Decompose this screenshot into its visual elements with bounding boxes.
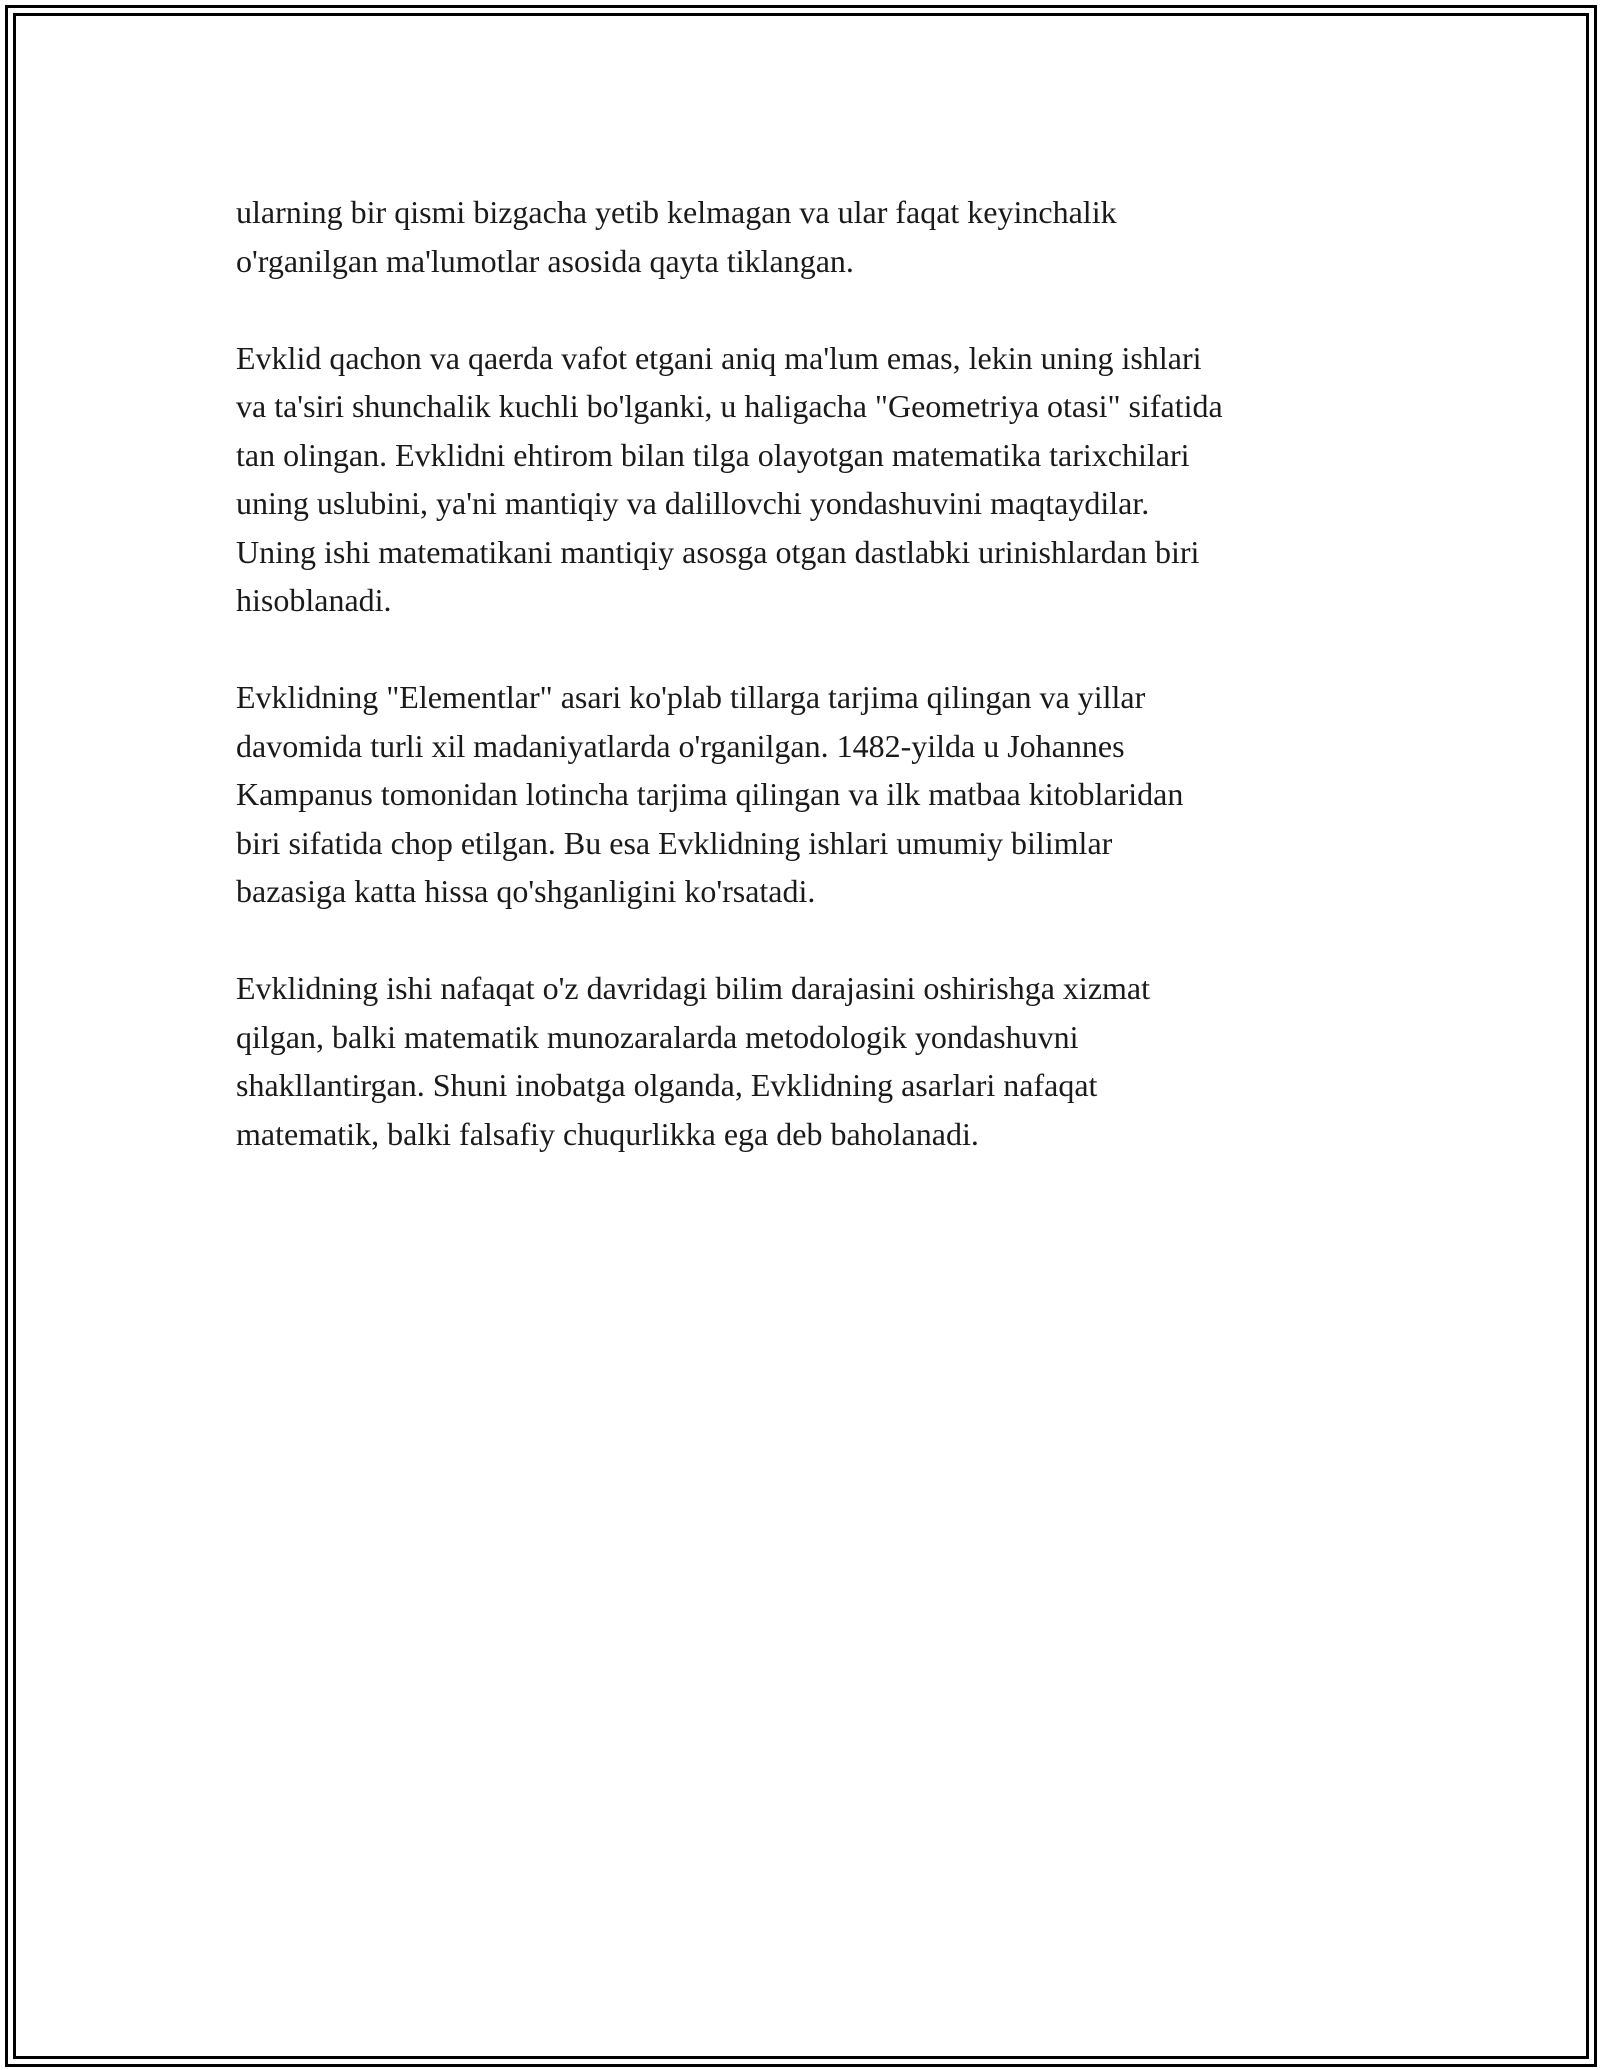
paragraph-4: Evklidning ishi nafaqat o'z davridagi bilim darajasini oshirishga xizmat qilgan, balki matematik munozaralarda metodologik yondashuvni shakllantirgan. Shuni inobatga olganda, Evklidning asarlari nafaqat matematik, balki falsafiy chuqurlikka ega deb baholanadi. [236, 970, 1150, 1152]
paragraph-3: Evklidning "Elementlar" asari ko'plab tillarga tarjima qilingan va yillar davomida turli xil madaniyatlarda o'rganilgan. 1482-yilda u Johannes Kampanus tomonidan lotincha tarjima qilingan va ilk matbaa kitoblaridan biri sifatida chop etilgan. Bu esa Evklidning ishlari umumiy bilimlar bazasiga katta hissa qo'shganligini ko'rsatadi. [236, 679, 1184, 909]
document-body [236, 188, 1376, 1207]
paragraph-1: ularning bir qismi bizgacha yetib kelmagan va ular faqat keyinchalik o'rganilgan ma'lumotlar asosida qayta tiklangan. [236, 194, 1117, 279]
paragraph-2: Evklid qachon va qaerda vafot etgani aniq ma'lum emas, lekin uning ishlari va ta'siri shunchalik kuchli bo'lganki, u haligacha "Geometriya otasi" sifatida tan olingan. Evklidni ehtirom bilan tilga olayotgan matematika tarixchilari uning uslubini, ya'ni mantiqiy va dalillovchi yondashuvini maqtaydilar. Uning ishi matematikani mantiqiy asosga otgan dastlabki urinishlardan biri hisoblanadi. [236, 339, 1223, 618]
